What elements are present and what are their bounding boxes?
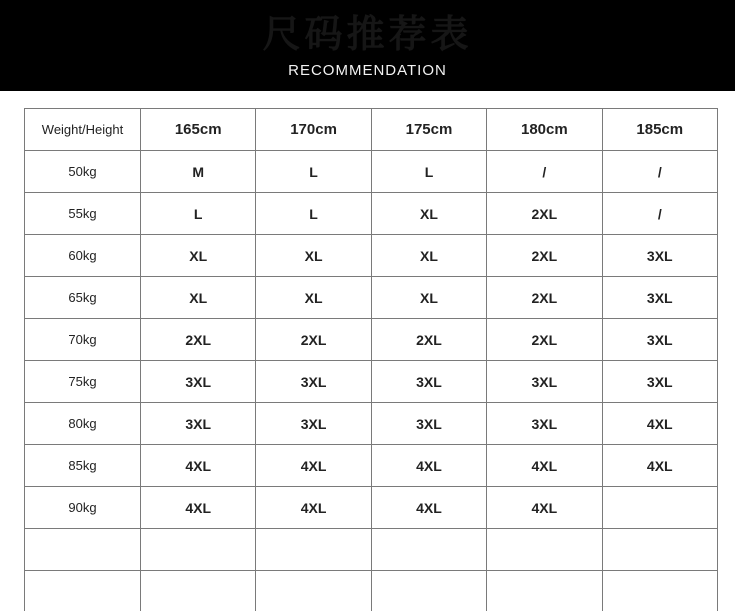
size-cell: XL <box>256 235 371 277</box>
size-cell: L <box>256 193 371 235</box>
size-cell: 4XL <box>371 445 486 487</box>
table-row <box>25 529 718 571</box>
table-row <box>25 193 718 235</box>
size-cell: 3XL <box>371 403 486 445</box>
table-row <box>25 361 718 403</box>
size-cell: 3XL <box>256 361 371 403</box>
size-cell: 4XL <box>602 403 717 445</box>
size-cell: 2XL <box>371 319 486 361</box>
size-cell: XL <box>371 277 486 319</box>
size-cell: 2XL <box>487 319 602 361</box>
size-cell: / <box>602 151 717 193</box>
size-cell: 4XL <box>141 445 256 487</box>
table-row <box>25 403 718 445</box>
height-header-cell: 185cm <box>602 109 717 151</box>
size-cell: 4XL <box>256 445 371 487</box>
size-cell <box>141 529 256 571</box>
header-banner <box>0 0 735 91</box>
size-cell <box>256 529 371 571</box>
table-row <box>25 487 718 529</box>
size-cell: 3XL <box>141 361 256 403</box>
size-cell: XL <box>371 193 486 235</box>
table-row <box>25 319 718 361</box>
weight-cell: 85kg <box>25 445 141 487</box>
weight-cell: 80kg <box>25 403 141 445</box>
weight-cell: 70kg <box>25 319 141 361</box>
size-cell <box>371 571 486 611</box>
size-cell: 3XL <box>141 403 256 445</box>
banner-title-en: RECOMMENDATION <box>288 62 447 79</box>
size-cell: 3XL <box>602 361 717 403</box>
size-cell: 3XL <box>602 277 717 319</box>
size-cell: 2XL <box>487 193 602 235</box>
size-cell: 3XL <box>487 361 602 403</box>
size-cell <box>602 487 717 529</box>
banner-title-cn: 尺码推荐表 <box>262 12 473 56</box>
size-cell: XL <box>256 277 371 319</box>
table-header-row <box>25 109 718 151</box>
size-cell: 2XL <box>141 319 256 361</box>
table-row <box>25 235 718 277</box>
size-cell: 2XL <box>487 235 602 277</box>
corner-header-cell: Weight/Height <box>25 109 141 151</box>
size-cell: XL <box>371 235 486 277</box>
size-cell: XL <box>141 277 256 319</box>
size-cell: 4XL <box>141 487 256 529</box>
size-cell <box>371 529 486 571</box>
size-cell: 4XL <box>487 445 602 487</box>
size-cell: L <box>141 193 256 235</box>
size-recommendation-table <box>24 108 718 611</box>
weight-cell: 75kg <box>25 361 141 403</box>
size-cell: 2XL <box>487 277 602 319</box>
size-cell: L <box>371 151 486 193</box>
weight-cell: 50kg <box>25 151 141 193</box>
weight-cell: 55kg <box>25 193 141 235</box>
weight-cell <box>25 529 141 571</box>
height-header-cell: 175cm <box>371 109 486 151</box>
weight-cell <box>25 571 141 611</box>
weight-cell: 60kg <box>25 235 141 277</box>
size-cell: 3XL <box>371 361 486 403</box>
weight-cell: 90kg <box>25 487 141 529</box>
size-cell: 3XL <box>256 403 371 445</box>
size-cell: M <box>141 151 256 193</box>
height-header-cell: 165cm <box>141 109 256 151</box>
table-row <box>25 151 718 193</box>
size-cell: / <box>487 151 602 193</box>
size-cell: 4XL <box>371 487 486 529</box>
table-row <box>25 445 718 487</box>
size-cell: 3XL <box>602 235 717 277</box>
size-cell: 3XL <box>602 319 717 361</box>
size-cell: 4XL <box>487 487 602 529</box>
size-cell: XL <box>141 235 256 277</box>
size-cell: 2XL <box>256 319 371 361</box>
weight-cell: 65kg <box>25 277 141 319</box>
height-header-cell: 170cm <box>256 109 371 151</box>
size-cell: L <box>256 151 371 193</box>
size-cell: 4XL <box>256 487 371 529</box>
height-header-cell: 180cm <box>487 109 602 151</box>
table-row <box>25 571 718 611</box>
table-row <box>25 277 718 319</box>
size-cell <box>487 571 602 611</box>
size-cell <box>141 571 256 611</box>
size-cell <box>256 571 371 611</box>
size-cell: / <box>602 193 717 235</box>
size-cell <box>602 571 717 611</box>
size-cell: 4XL <box>602 445 717 487</box>
size-cell <box>487 529 602 571</box>
size-cell <box>602 529 717 571</box>
size-cell: 3XL <box>487 403 602 445</box>
